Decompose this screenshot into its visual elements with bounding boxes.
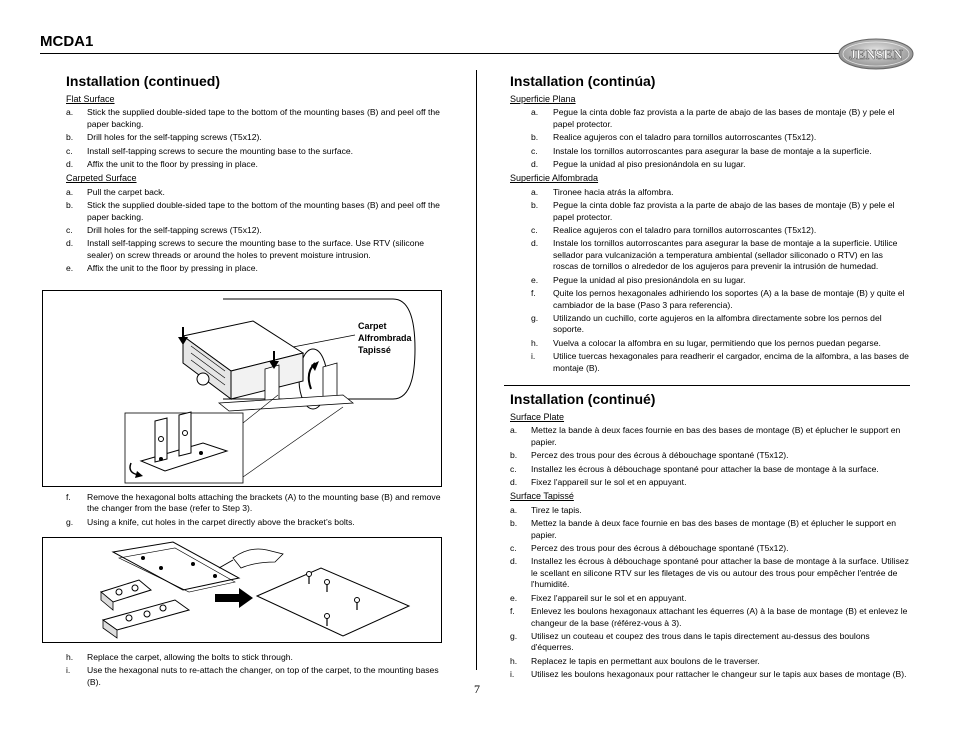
page-number: 7	[474, 682, 480, 696]
list-item	[66, 107, 446, 130]
list-item	[510, 631, 910, 654]
item-text: Utilizando un cuchillo, corte agujeros en la alfombra directamente sobre los pernos del soporte.	[553, 312, 882, 335]
column-divider	[476, 70, 477, 670]
item-text: Instale los tornillos autorroscantes para asegurar la base de montaje a la superficie. Utilice sellador para vulcanización a temperatura ambiental (sellador siliconado o RTV) en las roscas de tornillos o alrededor de los agujeros para prevenir la intrusión de humedad.	[553, 238, 898, 272]
carpet-callout-label	[358, 320, 412, 356]
surface-plate-list	[510, 425, 910, 488]
list-item	[510, 132, 910, 143]
item-letter: h.	[510, 655, 518, 666]
list-item	[510, 656, 910, 667]
list-item	[66, 517, 446, 528]
item-text: Pegue la cinta doble faz provista a la parte de abajo de las bases de montaje (B) y pele el papel protector.	[553, 200, 895, 222]
superficie-plana-list	[510, 107, 910, 170]
item-letter: a.	[531, 186, 539, 197]
item-text: Pegue la unidad al piso presionándola en su lugar.	[553, 274, 746, 285]
item-letter: f.	[531, 288, 536, 299]
superficie-alfombrada-list	[510, 187, 910, 374]
item-text: Using a knife, cut holes in the carpet directly above the bracket’s bolts.	[87, 516, 355, 527]
carpet-label-fr: Tapissé	[358, 345, 391, 355]
item-letter: c.	[66, 145, 73, 156]
surface-tapisse-heading: Surface Tapissé	[510, 491, 574, 502]
item-text: Realice agujeros con el taladro para tornillos autorroscantes (T5x12).	[553, 225, 817, 236]
list-item	[510, 593, 910, 604]
item-letter: i.	[531, 351, 536, 362]
list-item	[510, 238, 910, 272]
list-item	[66, 225, 446, 236]
section-rule	[504, 385, 910, 386]
list-item	[66, 187, 446, 198]
list-item	[66, 132, 446, 143]
list-item	[66, 263, 446, 274]
jensen-logo	[838, 38, 914, 70]
list-item	[510, 146, 910, 157]
item-letter: a.	[66, 186, 74, 197]
list-item	[510, 543, 910, 554]
item-letter: b.	[510, 450, 518, 461]
svg-text:JENSEN: JENSEN	[849, 48, 903, 63]
carpeted-surface-list	[66, 187, 446, 275]
item-letter: g.	[510, 630, 518, 641]
list-item	[66, 200, 446, 223]
list-item	[66, 159, 446, 170]
item-letter: d.	[66, 159, 74, 170]
list-item	[510, 505, 910, 516]
item-letter: b.	[531, 200, 539, 211]
item-letter: c.	[531, 225, 538, 236]
item-letter: a.	[531, 107, 539, 118]
carpet-label-es: Alfrombrada	[358, 333, 412, 343]
item-letter: h.	[66, 652, 74, 662]
list-item	[510, 464, 910, 475]
item-text: Drill holes for the self-tapping screws (T5x12).	[87, 225, 262, 236]
item-text: Utilisez un couteau et coupez des trous dans le tapis directement au-dessus des boulons d'équerres.	[531, 630, 870, 653]
item-text: Replacez le tapis en permettant aux boulons de le traverser.	[531, 655, 760, 666]
spanish-section	[510, 72, 910, 376]
spanish-title: Installation (continúa)	[510, 73, 656, 89]
carpet-label-en: Carpet	[358, 321, 387, 331]
list-item	[510, 425, 910, 448]
list-item	[66, 652, 446, 663]
list-item	[510, 338, 910, 349]
list-item	[510, 159, 910, 170]
item-letter: g.	[531, 312, 539, 323]
item-text: Remove the hexagonal bolts attaching the brackets (A) to the mounting base (B) and remove the changer from the base (refer to Step 3).	[87, 492, 441, 514]
item-text: Installez les écrous à débouchage spontané pour attacher la base de montage à la surface. Utilisez le scellant en silicone RTV sur les filetages de vis ou autour des trous pour empêcher l'entrée de l'humidité.	[531, 556, 909, 590]
item-text: Instale los tornillos autorroscantes para asegurar la base de montaje a la superficie.	[553, 145, 872, 156]
list-item	[510, 187, 910, 198]
item-text: Utilisez les boulons hexagonaux pour rattacher le changeur sur le tapis aux bases de montage (B).	[531, 669, 907, 680]
item-letter: d.	[531, 159, 539, 170]
item-letter: c.	[510, 543, 517, 554]
surface-tapisse-list	[510, 505, 910, 681]
item-letter: a.	[510, 425, 518, 436]
item-text: Mettez la bande à deux face fournie en bas des bases de montage (B) et éplucher le support en papier.	[531, 518, 896, 540]
item-text: Percez des trous pour des écrous à débouchage spontané (T5x12).	[531, 543, 789, 554]
item-letter: a.	[66, 107, 74, 118]
list-item	[510, 225, 910, 236]
list-item	[510, 200, 910, 223]
carpet-bolt-figure	[42, 537, 442, 643]
item-letter: c.	[510, 463, 517, 474]
list-item	[510, 518, 910, 541]
item-text: Fixez l'appareil sur le sol et en appuyant.	[531, 592, 687, 603]
flat-surface-list	[66, 107, 446, 170]
superficie-plana-heading: Superficie Plana	[510, 94, 576, 104]
superficie-alfombrada-heading: Superficie Alfombrada	[510, 173, 599, 184]
item-text: Percez des trous pour des écrous à débouchage spontané (T5x12).	[531, 450, 789, 461]
item-letter: b.	[531, 132, 539, 143]
french-title: Installation (continué)	[510, 391, 656, 407]
list-item	[510, 288, 910, 311]
item-letter: f.	[510, 606, 515, 617]
item-text: Drill holes for the self-tapping screws (T5x12).	[87, 132, 262, 143]
item-text: Pegue la unidad al piso presionándola en su lugar.	[553, 159, 746, 170]
surface-plate-heading: Surface Plate	[510, 412, 565, 422]
list-item	[510, 275, 910, 286]
list-item	[510, 669, 910, 680]
item-letter: a.	[510, 504, 518, 515]
item-text: Tironee hacia atrás la alfombra.	[553, 186, 674, 197]
list-item	[66, 146, 446, 157]
item-letter: e.	[531, 274, 539, 285]
item-text: Stick the supplied double-sided tape to the bottom of the mounting bases (B) and peel off the paper backing.	[87, 107, 440, 129]
item-text: Pegue la cinta doble faz provista a la parte de abajo de las bases de montaje (B) y pele el papel protector.	[553, 107, 895, 129]
list-item	[66, 238, 446, 261]
list-item	[510, 351, 910, 374]
item-text: Fixez l'appareil sur le sol et en appuyant.	[531, 477, 687, 488]
list-item	[510, 107, 910, 130]
item-letter: d.	[510, 556, 518, 567]
item-text: Installez les écrous à débouchage spontané pour attacher la base de montage à la surface.	[531, 463, 879, 474]
item-text: Affix the unit to the floor by pressing in place.	[87, 263, 258, 274]
list-item	[66, 492, 446, 515]
carpet-install-figure	[42, 290, 442, 487]
carpet-bolts-illustration	[43, 538, 441, 642]
list-item	[510, 450, 910, 461]
list-item	[66, 665, 446, 688]
item-text: Use the hexagonal nuts to re-attach the changer, on top of the carpet, to the mounting bases (B).	[87, 665, 439, 687]
item-text: Realice agujeros con el taladro para tornillos autorroscantes (T5x12).	[553, 132, 817, 143]
item-text: Pull the carpet back.	[87, 186, 165, 197]
item-letter: e.	[510, 592, 518, 603]
item-text: Quite los pernos hexagonales adhiriendo los soportes (A) a la base de montaje (B) y quite el cambiador de la base (Paso 3 para referencia).	[553, 288, 905, 310]
model-title: MCDA1	[40, 33, 94, 50]
item-letter: d.	[66, 238, 74, 249]
item-text: Vuelva a colocar la alfombra en su lugar, permitiendo que los pernos puedan pegarse.	[553, 337, 881, 348]
item-text: Affix the unit to the floor by pressing in place.	[87, 159, 258, 170]
english-section	[66, 72, 446, 277]
english-steps-hi	[66, 652, 446, 690]
item-text: Tirez le tapis.	[531, 504, 582, 515]
english-steps-fg	[66, 492, 446, 530]
list-item	[510, 477, 910, 488]
item-letter: b.	[510, 518, 518, 529]
item-text: Stick the supplied double-sided tape to the bottom of the mounting bases (B) and peel off the paper backing.	[87, 200, 440, 222]
item-text: Install self-tapping screws to secure the mounting base to the surface.	[87, 145, 354, 156]
item-letter: b.	[66, 132, 74, 143]
english-title: Installation (continued)	[66, 73, 220, 89]
item-letter: e.	[66, 263, 74, 274]
item-letter: d.	[531, 238, 539, 249]
item-text: Enlevez les boulons hexagonaux attachant les équerres (A) à la base de montage (B) et enlevez le changeur de la base (référez-vous à 3).	[531, 606, 908, 628]
item-letter: c.	[531, 145, 538, 156]
list-item	[510, 313, 910, 336]
carpeted-surface-heading: Carpeted Surface	[66, 173, 137, 184]
item-text: Mettez la bande à deux faces fournie en bas des bases de montage (B) et éplucher le support en papier.	[531, 425, 901, 447]
item-text: Replace the carpet, allowing the bolts to stick through.	[87, 652, 293, 662]
item-text: Utilice tuercas hexagonales para readherir el cargador, encima de la alfombra, a las bases de montaje (B).	[553, 351, 909, 373]
item-letter: b.	[66, 200, 74, 211]
item-letter: c.	[66, 225, 73, 236]
item-letter: d.	[510, 477, 518, 488]
flat-surface-heading: Flat Surface	[66, 94, 115, 104]
item-text: Install self-tapping screws to secure the mounting base to the surface. Use RTV (silicone sealer) on screw threads or around the holes to prevent moisture intrusion.	[87, 238, 425, 260]
header-rule	[40, 53, 840, 54]
item-letter: h.	[531, 337, 539, 348]
list-item	[510, 556, 910, 590]
french-section	[510, 390, 910, 683]
item-letter: i.	[510, 669, 515, 680]
list-item	[510, 606, 910, 629]
item-letter: g.	[66, 516, 74, 527]
item-letter: f.	[66, 492, 71, 502]
item-letter: i.	[66, 665, 71, 676]
